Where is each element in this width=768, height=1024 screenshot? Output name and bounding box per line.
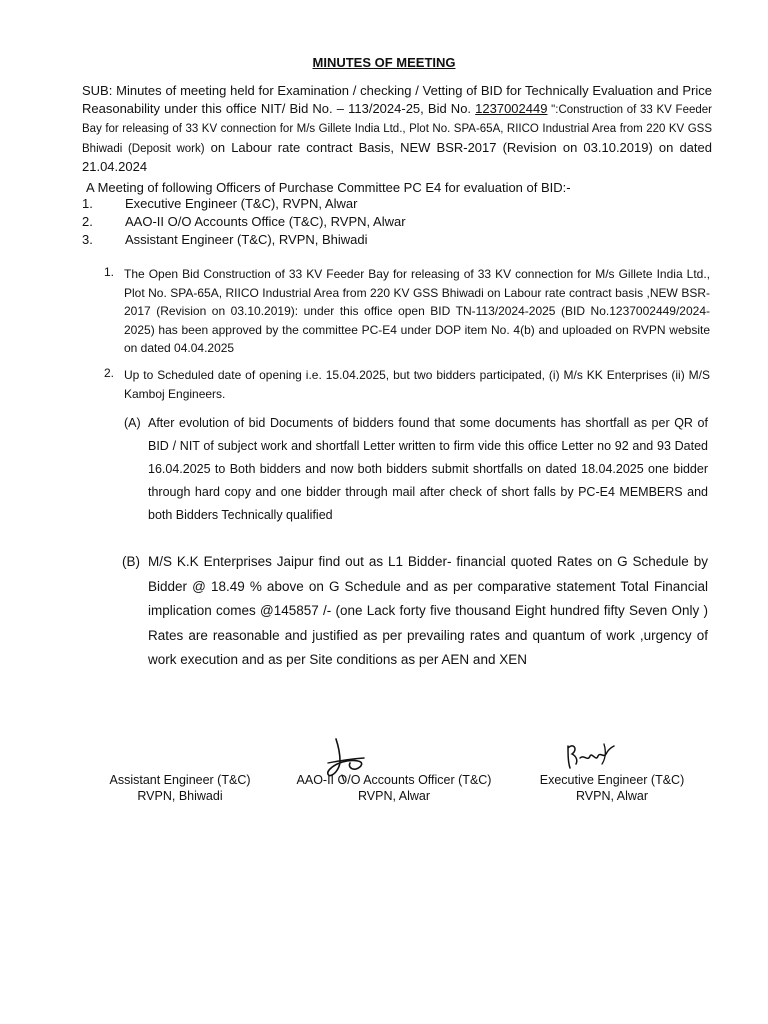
officer-list (82, 195, 406, 249)
point-1-number: 1. (104, 265, 115, 279)
sub-point-b (122, 550, 708, 673)
sub-point-a-label: (A) (124, 416, 141, 430)
point-2-number: 2. (104, 366, 115, 380)
sub-point-a-text: After evolution of bid Documents of bidders found that some documents has shortfall as per QR of BID / NIT of subject work and shortfall Letter written to firm vide this office Letter no 92 and 93 Dated 16.04.2025 to Both bidders and now both bidders submit shortfalls on dated 18.04.2025 one bidder through hard copy and one bidder through mail after check of short falls by PC-E4 MEMBERS and both Bidders Technically qualified (148, 416, 708, 522)
officer-item: 2. AAO-II O/O Accounts Office (T&C), RVPN, Alwar (82, 214, 406, 229)
point-1-text: The Open Bid Construction of 33 KV Feeder Bay for releasing of 33 KV connection for M/s Gillete India Ltd., Plot No. SPA-65A, RIICO Industrial Area from 220 KV GSS Bhiwadi on Labour rate contract basis ,NEW BSR-2017 (Revision on 03.10.2019): under this office open BID TN-113/2024-2025 (BID No.1237002449/2024-2025) has been approved by the committee PC-E4 under DOP item No. 4(b) and uploaded on RVPN website on dated 04.04.2025 (124, 267, 710, 355)
sub-point-b-text: M/S K.K Enterprises Jaipur find out as L1 Bidder- financial quoted Rates on G Schedule by Bidder @ 18.49 % above on G Schedule and as per comparative statement Total Financial implication comes @145857 /- (one Lack forty five thousand Eight hundred fifty Seven Only ) Rates are reasonable and justified as per prevailing rates and quantum of work ,urgency of work execution and as per Site conditions as per AEN and XEN (148, 554, 708, 667)
officer-item: 1. Executive Engineer (T&C), RVPN, Alwar (82, 196, 358, 211)
meeting-intro: A Meeting of following Officers of Purchase Committee PC E4 for evaluation of BID:- (86, 180, 571, 195)
signatory-executive-engineer: Executive Engineer (T&C) RVPN, Alwar (539, 773, 685, 803)
sub-point-b-label: (B) (122, 554, 140, 569)
signatory-accounts-officer: AAO-II O/O Accounts Officer (T&C) RVPN, Alwar (296, 773, 492, 803)
signatory-assistant-engineer: Assistant Engineer (T&C) RVPN, Bhiwadi (109, 773, 251, 803)
page-title: MINUTES OF MEETING (312, 55, 456, 70)
signature-executive-engineer (560, 740, 620, 772)
subject-paragraph: SUB: Minutes of meeting held for Examination / checking / Vetting of BID for Technically Evaluation and Price Reasonability under this office NIT/ Bid No. – 113/2024-25, Bid No. 1237002449 ":Construction of 33 KV Feeder Bay for releasing of 33 KV connection for M/s Gillete India Ltd., Plot No. SPA-65A, RIICO Industrial Area from 220 KV GSS Bhiwadi (Deposit work) on Labour rate contract Basis, NEW BSR-2017 (Revision on 03.10.2019) on dated 21.04.2024 (82, 83, 712, 174)
point-2-text: Up to Scheduled date of opening i.e. 15.04.2025, but two bidders participated, (i) M/s KK Enterprises (ii) M/S Kamboj Engineers. (124, 368, 710, 401)
officer-item: 3. Assistant Engineer (T&C), RVPN, Bhiwadi (82, 232, 368, 247)
sub-point-a (124, 412, 708, 527)
bid-number: 1237002449 (475, 100, 548, 116)
